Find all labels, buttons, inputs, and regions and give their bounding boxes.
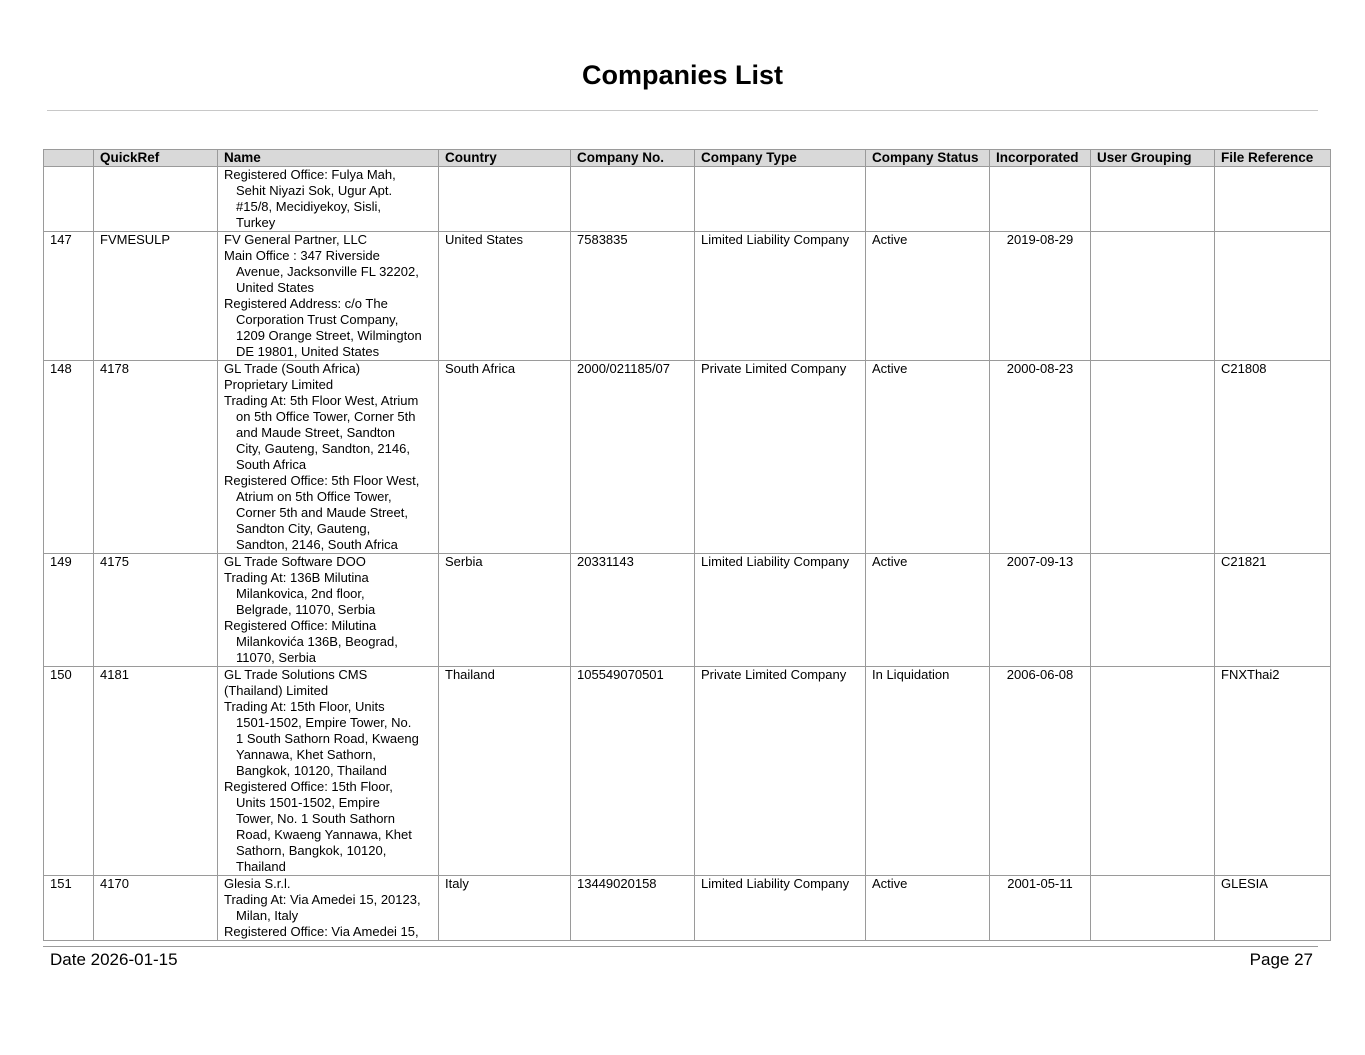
name-line: Registered Office: Milutina [224,618,377,633]
title-divider [47,110,1318,111]
name-line: #15/8, Mecidiyekoy, Sisli, [236,199,381,214]
cell-company-type: Limited Liability Company [695,232,866,361]
name-line: FV General Partner, LLC [224,232,368,247]
name-line: Bangkok, 10120, Thailand [236,763,387,778]
cell-file-reference [1215,167,1331,232]
cell-name [218,232,439,361]
column-header-number [44,150,94,167]
cell-number: 149 [44,554,94,667]
cell-user-grouping [1091,167,1215,232]
footer-divider [43,946,1318,947]
cell-quickref: 4175 [94,554,218,667]
name-line: GL Trade Software DOO [224,554,366,569]
cell-number: 151 [44,876,94,941]
cell-user-grouping [1091,232,1215,361]
cell-file-reference: GLESIA [1215,876,1331,941]
name-line: GL Trade (South Africa) [224,361,361,376]
column-header-company-type: Company Type [695,150,866,167]
cell-file-reference: FNXThai2 [1215,667,1331,876]
cell-number: 150 [44,667,94,876]
name-line: Registered Office: Fulya Mah, [224,167,396,182]
cell-company-no [571,167,695,232]
name-line: Main Office : 347 Riverside [224,248,380,263]
cell-file-reference [1215,232,1331,361]
cell-company-no: 105549070501 [571,667,695,876]
name-line: Sandton City, Gauteng, [236,521,371,536]
cell-country: Thailand [439,667,571,876]
cell-company-type: Private Limited Company [695,361,866,554]
table-row [44,232,1331,361]
name-line: Registered Office: Via Amedei 15, [224,924,419,939]
name-line: Atrium on 5th Office Tower, [236,489,392,504]
name-line: United States [236,280,315,295]
cell-company-no: 7583835 [571,232,695,361]
name-line: Belgrade, 11070, Serbia [236,602,376,617]
cell-number: 147 [44,232,94,361]
name-line: Road, Kwaeng Yannawa, Khet [236,827,412,842]
cell-incorporated: 2007-09-13 [990,554,1091,667]
name-line: Avenue, Jacksonville FL 32202, [236,264,419,279]
cell-company-no: 20331143 [571,554,695,667]
cell-name [218,361,439,554]
cell-quickref: 4178 [94,361,218,554]
name-line: 1 South Sathorn Road, Kwaeng [236,731,419,746]
cell-incorporated [990,167,1091,232]
cell-incorporated: 2000-08-23 [990,361,1091,554]
name-line: Turkey [236,215,276,230]
name-line: Trading At: 5th Floor West, Atrium [224,393,419,408]
cell-company-status [866,167,990,232]
cell-user-grouping [1091,361,1215,554]
name-line: 1501-1502, Empire Tower, No. [236,715,412,730]
column-header-user-grouping: User Grouping [1091,150,1215,167]
name-line: Milan, Italy [236,908,299,923]
name-line: City, Gauteng, Sandton, 2146, [236,441,410,456]
name-line: Registered Office: 15th Floor, [224,779,393,794]
cell-country: Serbia [439,554,571,667]
name-line: Sandton, 2146, South Africa [236,537,398,552]
name-line: GL Trade Solutions CMS [224,667,368,682]
cell-number: 148 [44,361,94,554]
cell-file-reference: C21821 [1215,554,1331,667]
name-line: Corner 5th and Maude Street, [236,505,408,520]
column-header-company-status: Company Status [866,150,990,167]
name-line: (Thailand) Limited [224,683,329,698]
cell-quickref [94,167,218,232]
table-body [44,167,1331,941]
cell-company-status: Active [866,232,990,361]
name-line: and Maude Street, Sandton [236,425,396,440]
table-header-row [44,150,1331,167]
cell-file-reference: C21808 [1215,361,1331,554]
name-line: Corporation Trust Company, [236,312,399,327]
table-row [44,554,1331,667]
name-line: Registered Office: 5th Floor West, [224,473,420,488]
cell-user-grouping [1091,667,1215,876]
cell-company-status: Active [866,554,990,667]
footer-date: Date 2026-01-15 [50,950,178,969]
cell-company-no: 2000/021185/07 [571,361,695,554]
cell-user-grouping [1091,554,1215,667]
column-header-file-reference: File Reference [1215,150,1331,167]
cell-company-type: Limited Liability Company [695,876,866,941]
name-line: 11070, Serbia [236,650,316,665]
column-header-incorporated: Incorporated [990,150,1091,167]
companies-table [43,149,1331,941]
cell-quickref: FVMESULP [94,232,218,361]
name-line: DE 19801, United States [236,344,380,359]
name-line: 1209 Orange Street, Wilmington [236,328,422,343]
cell-number [44,167,94,232]
column-header-country: Country [439,150,571,167]
name-line: Trading At: 136B Milutina [224,570,369,585]
cell-country: South Africa [439,361,571,554]
table-row [44,667,1331,876]
cell-incorporated: 2001-05-11 [990,876,1091,941]
table-row [44,361,1331,554]
name-line: on 5th Office Tower, Corner 5th [236,409,416,424]
cell-company-type [695,167,866,232]
column-header-quickref: QuickRef [94,150,218,167]
column-header-name: Name [218,150,439,167]
cell-name [218,554,439,667]
name-line: Glesia S.r.l. [224,876,291,891]
name-line: Proprietary Limited [224,377,334,392]
cell-company-type: Private Limited Company [695,667,866,876]
cell-company-status: In Liquidation [866,667,990,876]
cell-company-status: Active [866,876,990,941]
cell-country: United States [439,232,571,361]
table-row [44,876,1331,941]
column-header-company-no: Company No. [571,150,695,167]
name-line: Milankovica, 2nd floor, [236,586,365,601]
cell-incorporated: 2006-06-08 [990,667,1091,876]
name-line: Trading At: Via Amedei 15, 20123, [224,892,421,907]
cell-name [218,167,439,232]
page-number: Page 27 [1249,950,1313,969]
cell-country: Italy [439,876,571,941]
table-row [44,167,1331,232]
cell-user-grouping [1091,876,1215,941]
cell-name [218,876,439,941]
name-line: Sehit Niyazi Sok, Ugur Apt. [236,183,393,198]
cell-company-status: Active [866,361,990,554]
cell-quickref: 4170 [94,876,218,941]
name-line: Milankovića 136B, Beograd, [236,634,398,649]
name-line: Thailand [236,859,286,874]
cell-country [439,167,571,232]
cell-company-no: 13449020158 [571,876,695,941]
cell-incorporated: 2019-08-29 [990,232,1091,361]
name-line: Trading At: 15th Floor, Units [224,699,385,714]
name-line: Units 1501-1502, Empire [236,795,380,810]
page-title: Companies List [581,60,784,90]
name-line: South Africa [236,457,307,472]
cell-name [218,667,439,876]
name-line: Yannawa, Khet Sathorn, [236,747,376,762]
name-line: Registered Address: c/o The [224,296,388,311]
cell-quickref: 4181 [94,667,218,876]
name-line: Tower, No. 1 South Sathorn [236,811,395,826]
name-line: Sathorn, Bangkok, 10120, [236,843,387,858]
cell-company-type: Limited Liability Company [695,554,866,667]
